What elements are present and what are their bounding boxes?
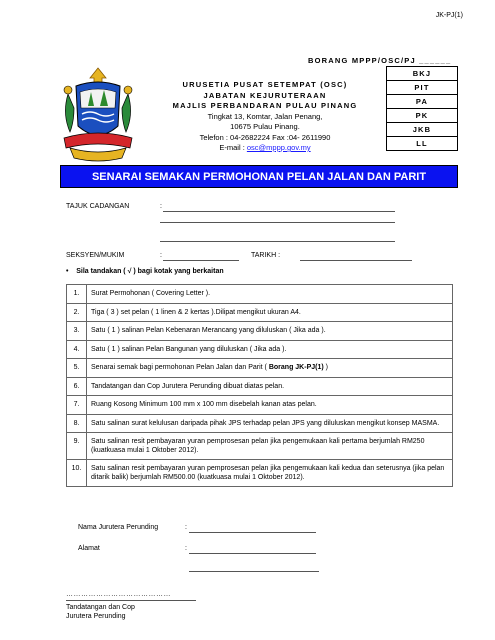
item-number: 6. [67,377,87,396]
dept-cell: JKB [387,123,458,137]
header-line2: JABATAN KEJURUTERAAN [203,90,327,100]
item-number: 9. [67,433,87,460]
header-address1: Tingkat 13, Komtar, Jalan Penang, [207,111,323,121]
dept-cell: PA [387,95,458,109]
seksyen-label: SEKSYEN/MUKIM [66,252,125,259]
dept-cell: LL [387,137,458,151]
item-text: Surat Permohonan ( Covering Letter ). [87,285,453,304]
item-text: Ruang Kosong Minimum 100 mm x 100 mm disebelah kanan atas pelan. [87,396,453,415]
dept-cell: PIT [387,81,458,95]
header-address2: 10675 Pulau Pinang. [230,122,300,131]
instruction-text: Sila tandakan ( √ ) bagi kotak yang berkaitan [76,268,224,275]
item-number: 10. [67,460,87,487]
signature-dots: …………………………………… [66,591,171,598]
table-row[interactable] [67,460,453,487]
item-text: Tandatangan dan Cop Jurutera Perunding dibuat diatas pelan. [87,377,453,396]
tajuk-input-line-2[interactable] [160,222,395,223]
bullet: • [66,268,69,275]
tajuk-input-line-3[interactable] [160,241,395,242]
item-number: 5. [67,359,87,378]
dept-cell: BKJ [387,67,458,81]
alamat-label: Alamat [78,545,100,552]
item-text-bold: Borang JK-PJ(1) [268,364,324,371]
tajuk-input-line-1[interactable] [163,211,395,212]
item-text: Tiga ( 3 ) set pelan ( 1 linen & 2 kertas ).Dilipat mengikut ukuran A4. [87,303,453,322]
table-row[interactable] [67,285,453,304]
tarikh-label: TARIKH : [251,252,281,259]
tajuk-label: TAJUK CADANGAN [66,203,130,210]
table-row[interactable] [67,340,453,359]
seksyen-input-line[interactable] [163,260,239,261]
header-email-label: E-mail : [219,143,247,152]
item-number: 4. [67,340,87,359]
item-text: Satu salinan resit pembayaran yuran pemprosesan pelan jika pengemukaan kali kedua dan seterusnya (jika pelan ditarik balik) berjumlah RM500.00 (kuatkuasa mulai 1 Oktober 2012). [87,460,453,487]
alamat-input-line-2[interactable] [189,571,319,572]
document-code: JK-PJ(1) [435,12,463,19]
item-number: 8. [67,414,87,433]
table-row[interactable] [67,396,453,415]
seksyen-colon: : [160,252,162,259]
checklist-table [66,284,453,487]
nama-label: Nama Jurutera Perunding [78,524,159,531]
item-number: 7. [67,396,87,415]
alamat-input-line-1[interactable] [189,553,316,554]
tajuk-colon: : [160,203,162,210]
signature-caption-line1: Tandatangan dan Cop [66,604,135,611]
item-text [87,359,453,378]
item-text: Satu ( 1 ) salinan Pelan Kebenaran Merancang yang diluluskan ( Jika ada ). [87,322,453,341]
dept-cell: PK [387,109,458,123]
header-email-row [155,143,375,154]
department-box [386,66,458,151]
alamat-colon: : [185,545,187,552]
item-text: Satu salinan surat kelulusan daripada pihak JPS terhadap pelan JPS yang diluluskan mengikut konsep MASMA. [87,414,453,433]
table-row[interactable] [67,377,453,396]
header-line3: MAJLIS PERBANDARAN PULAU PINANG [172,101,358,110]
item-number: 2. [67,303,87,322]
office-header [155,80,375,154]
item-text-post: ) [323,364,328,371]
header-phone: Telefon : 04-2682224 Fax :04- 2611990 [199,132,331,142]
title-banner: SENARAI SEMAKAN PERMOHONAN PELAN JALAN DAN PARIT [60,165,458,188]
nama-input-line[interactable] [189,532,316,533]
signature-line[interactable] [66,600,196,601]
nama-colon: : [185,524,187,531]
mppp-crest-logo [60,64,136,164]
borang-code: BORANG MPPP/OSC/PJ ______ [308,56,452,65]
table-row[interactable] [67,414,453,433]
item-number: 3. [67,322,87,341]
instruction [66,268,224,275]
table-row[interactable] [67,303,453,322]
item-text-pre: Senarai semak bagi permohonan Pelan Jalan dan Parit ( [91,364,269,371]
tarikh-input-line[interactable] [300,260,412,261]
signature-caption-line2: Jurutera Perunding [66,613,126,620]
table-row[interactable] [67,433,453,460]
item-number: 1. [67,285,87,304]
email-link[interactable]: osc@mppp.gov.my [246,143,311,152]
header-line1: URUSETIA PUSAT SETEMPAT (OSC) [182,80,348,89]
item-text: Satu salinan resit pembayaran yuran pemprosesan pelan jika pengemukaan kali pertama berjumlah RM250 (kuatkuasa mulai 1 Oktober 2012). [87,433,453,460]
item-text: Satu ( 1 ) salinan Pelan Bangunan yang diluluskan ( Jika ada ). [87,340,453,359]
table-row[interactable] [67,322,453,341]
signature-caption [66,603,135,621]
table-row[interactable] [67,359,453,378]
